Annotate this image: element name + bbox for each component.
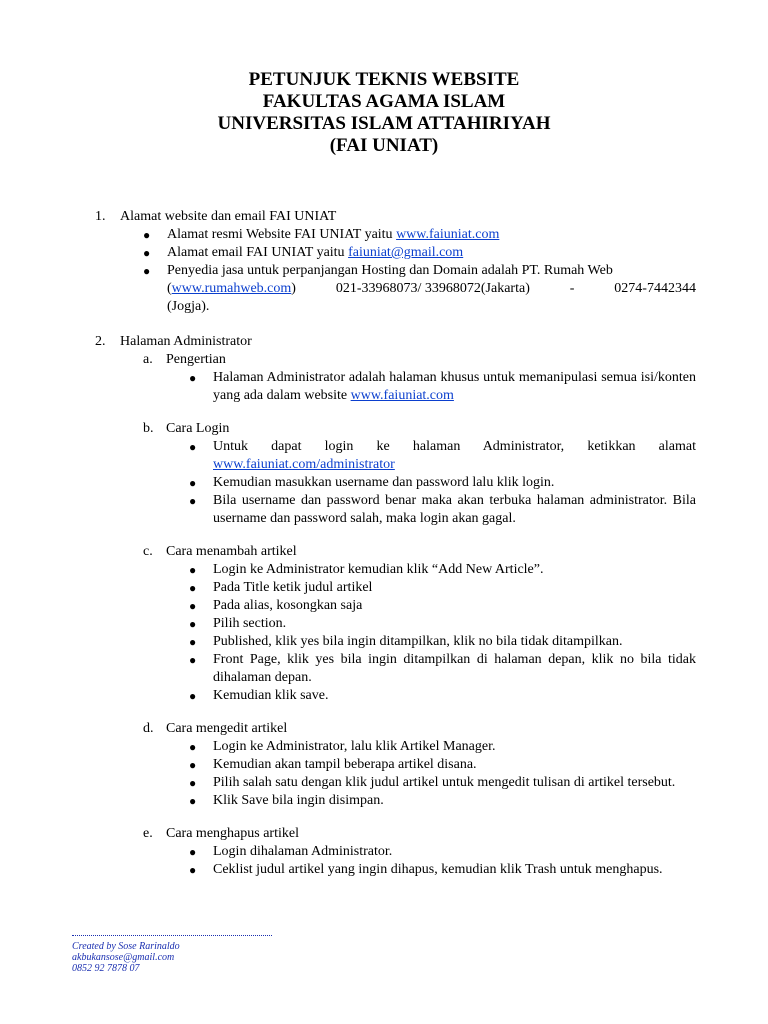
subsection-e-heading: [0, 825, 768, 843]
email-link[interactable]: faiuniat@gmail.com: [348, 245, 464, 260]
subsection-title: Pengertian: [166, 352, 226, 367]
list-item: [189, 597, 696, 615]
hosting-link[interactable]: www.rumahweb.com: [171, 281, 292, 296]
section-1-list: [0, 226, 768, 316]
bullet-icon: ●: [189, 845, 197, 859]
list-item: [189, 633, 696, 651]
subsection-letter: d.: [143, 721, 154, 736]
item-text: Bila username dan password benar maka akan terbuka halaman administrator. Bila username dan password salah, maka login akan gagal.: [213, 493, 696, 526]
subsection-a-list: [0, 369, 768, 405]
list-item: [189, 492, 696, 528]
list-item: [189, 756, 696, 774]
subsection-e-list: [0, 843, 768, 879]
website-link[interactable]: www.faiuniat.com: [396, 227, 500, 242]
list-item: [189, 474, 696, 492]
item-text: Login ke Administrator, lalu klik Artikel Manager.: [213, 739, 496, 754]
section-1-heading: [0, 208, 768, 226]
bullet-icon: ●: [189, 863, 197, 877]
bullet-icon: ●: [189, 494, 197, 508]
footer-author: Created by Sose Rarinaldo: [72, 941, 180, 952]
spacer: [0, 405, 768, 420]
footer-divider: [72, 935, 272, 936]
contact-row: [167, 280, 696, 298]
bullet-icon: ●: [189, 653, 197, 667]
item-text: Alamat email FAI UNIAT yaitu: [167, 245, 349, 260]
website-link[interactable]: www.faiuniat.com: [350, 388, 454, 403]
bullet-icon: ●: [189, 476, 197, 490]
bullet-icon: ●: [189, 740, 197, 754]
list-item: [189, 738, 696, 756]
subsection-d-list: [0, 738, 768, 810]
item-text: Kemudian klik save.: [213, 688, 329, 703]
hosting-link-group: [167, 280, 296, 298]
spacer: [0, 705, 768, 720]
title-line-1: PETUNJUK TEKNIS WEBSITE: [248, 69, 520, 90]
section-2-heading: [0, 333, 768, 351]
item-text: Login dihalaman Administrator.: [213, 844, 393, 859]
bullet-icon: ●: [189, 599, 197, 613]
item-text: (Jogja).: [167, 299, 210, 314]
bullet-icon: ●: [189, 776, 197, 790]
subsection-letter: b.: [143, 421, 154, 436]
subsection-letter: e.: [143, 826, 153, 841]
item-text: Penyedia jasa untuk perpanjangan Hosting dan Domain adalah PT. Rumah Web: [167, 263, 613, 278]
bullet-icon: ●: [189, 617, 197, 631]
title-line-3: UNIVERSITAS ISLAM ATTAHIRIYAH: [217, 113, 551, 134]
list-item: [189, 369, 696, 405]
item-text: Untuk dapat login ke halaman Administrator, ketikkan alamat: [213, 439, 696, 454]
item-text: Kemudian masukkan username dan password lalu klik login.: [213, 475, 555, 490]
list-item: [143, 262, 696, 316]
section-number: 2.: [95, 334, 106, 349]
item-text: Pada alias, kosongkan saja: [213, 598, 363, 613]
list-item: [189, 651, 696, 687]
item-text: Pilih section.: [213, 616, 287, 631]
list-item: [189, 843, 696, 861]
section-title: Halaman Administrator: [120, 334, 252, 349]
item-text: Kemudian akan tampil beberapa artikel disana.: [213, 757, 477, 772]
title-line-4: (FAI UNIAT): [329, 135, 439, 156]
list-item: [189, 687, 696, 705]
footer-email: akbukansose@gmail.com: [72, 952, 175, 963]
bullet-icon: ●: [189, 758, 197, 772]
bullet-icon: ●: [143, 228, 151, 242]
close-paren: ): [291, 281, 296, 296]
list-item: [189, 861, 696, 879]
phone-jakarta: 021-33968073/ 33968072(Jakarta): [335, 281, 530, 296]
footer-phone: 0852 92 7878 07: [72, 963, 140, 974]
bullet-icon: ●: [189, 794, 197, 808]
spacer: [0, 528, 768, 543]
list-item: [189, 438, 696, 474]
subsection-title: Cara mengedit artikel: [166, 721, 288, 736]
list-item: [189, 774, 696, 792]
spacer: [0, 316, 768, 333]
document-body: [0, 208, 768, 879]
subsection-letter: c.: [143, 544, 153, 559]
item-text: Pada Title ketik judul artikel: [213, 580, 373, 595]
list-item: [189, 615, 696, 633]
subsection-letter: a.: [143, 352, 153, 367]
subsection-d-heading: [0, 720, 768, 738]
item-text: Ceklist judul artikel yang ingin dihapus, kemudian klik Trash untuk menghapus.: [213, 862, 663, 877]
subsection-b-list: [0, 438, 768, 528]
bullet-icon: ●: [143, 264, 151, 278]
subsection-c-list: [0, 561, 768, 705]
spacer: [0, 810, 768, 825]
item-text: Front Page, klik yes bila ingin ditampilkan di halaman depan, klik no bila tidak dihalaman depan.: [213, 652, 696, 685]
item-text: Alamat resmi Website FAI UNIAT yaitu: [167, 227, 397, 242]
subsection-c-heading: [0, 543, 768, 561]
subsection-title: Cara menambah artikel: [166, 544, 297, 559]
item-text: Published, klik yes bila ingin ditampilkan, klik no bila tidak ditampilkan.: [213, 634, 623, 649]
bullet-icon: ●: [189, 371, 197, 385]
subsection-title: Cara menghapus artikel: [166, 826, 299, 841]
document-title: [0, 69, 768, 157]
bullet-icon: ●: [189, 581, 197, 595]
admin-link[interactable]: www.faiuniat.com/administrator: [213, 457, 395, 472]
list-item: [189, 792, 696, 810]
subsection-a-heading: [0, 351, 768, 369]
item-text: Login ke Administrator kemudian klik “Add New Article”.: [213, 562, 544, 577]
bullet-icon: ●: [189, 440, 197, 454]
list-item: [143, 244, 696, 262]
phone-jogja: 0274-7442344: [614, 281, 696, 296]
dash-separator: -: [569, 281, 575, 296]
open-paren: (: [167, 281, 172, 296]
bullet-icon: ●: [189, 689, 197, 703]
item-text: Halaman Administrator adalah halaman khusus untuk memanipulasi semua isi/konten yang ada dalam website: [213, 370, 696, 403]
section-number: 1.: [95, 209, 106, 224]
bullet-icon: ●: [189, 563, 197, 577]
subsection-b-heading: [0, 420, 768, 438]
list-item: [143, 226, 696, 244]
bullet-icon: ●: [143, 246, 151, 260]
item-text: Pilih salah satu dengan klik judul artikel untuk mengedit tulisan di artikel tersebut.: [213, 775, 676, 790]
section-title: Alamat website dan email FAI UNIAT: [120, 209, 337, 224]
subsection-title: Cara Login: [166, 421, 230, 436]
list-item: [189, 579, 696, 597]
list-item: [189, 561, 696, 579]
page-footer: [72, 935, 332, 974]
item-text: Klik Save bila ingin disimpan.: [213, 793, 384, 808]
bullet-icon: ●: [189, 635, 197, 649]
title-line-2: FAKULTAS AGAMA ISLAM: [262, 91, 506, 112]
